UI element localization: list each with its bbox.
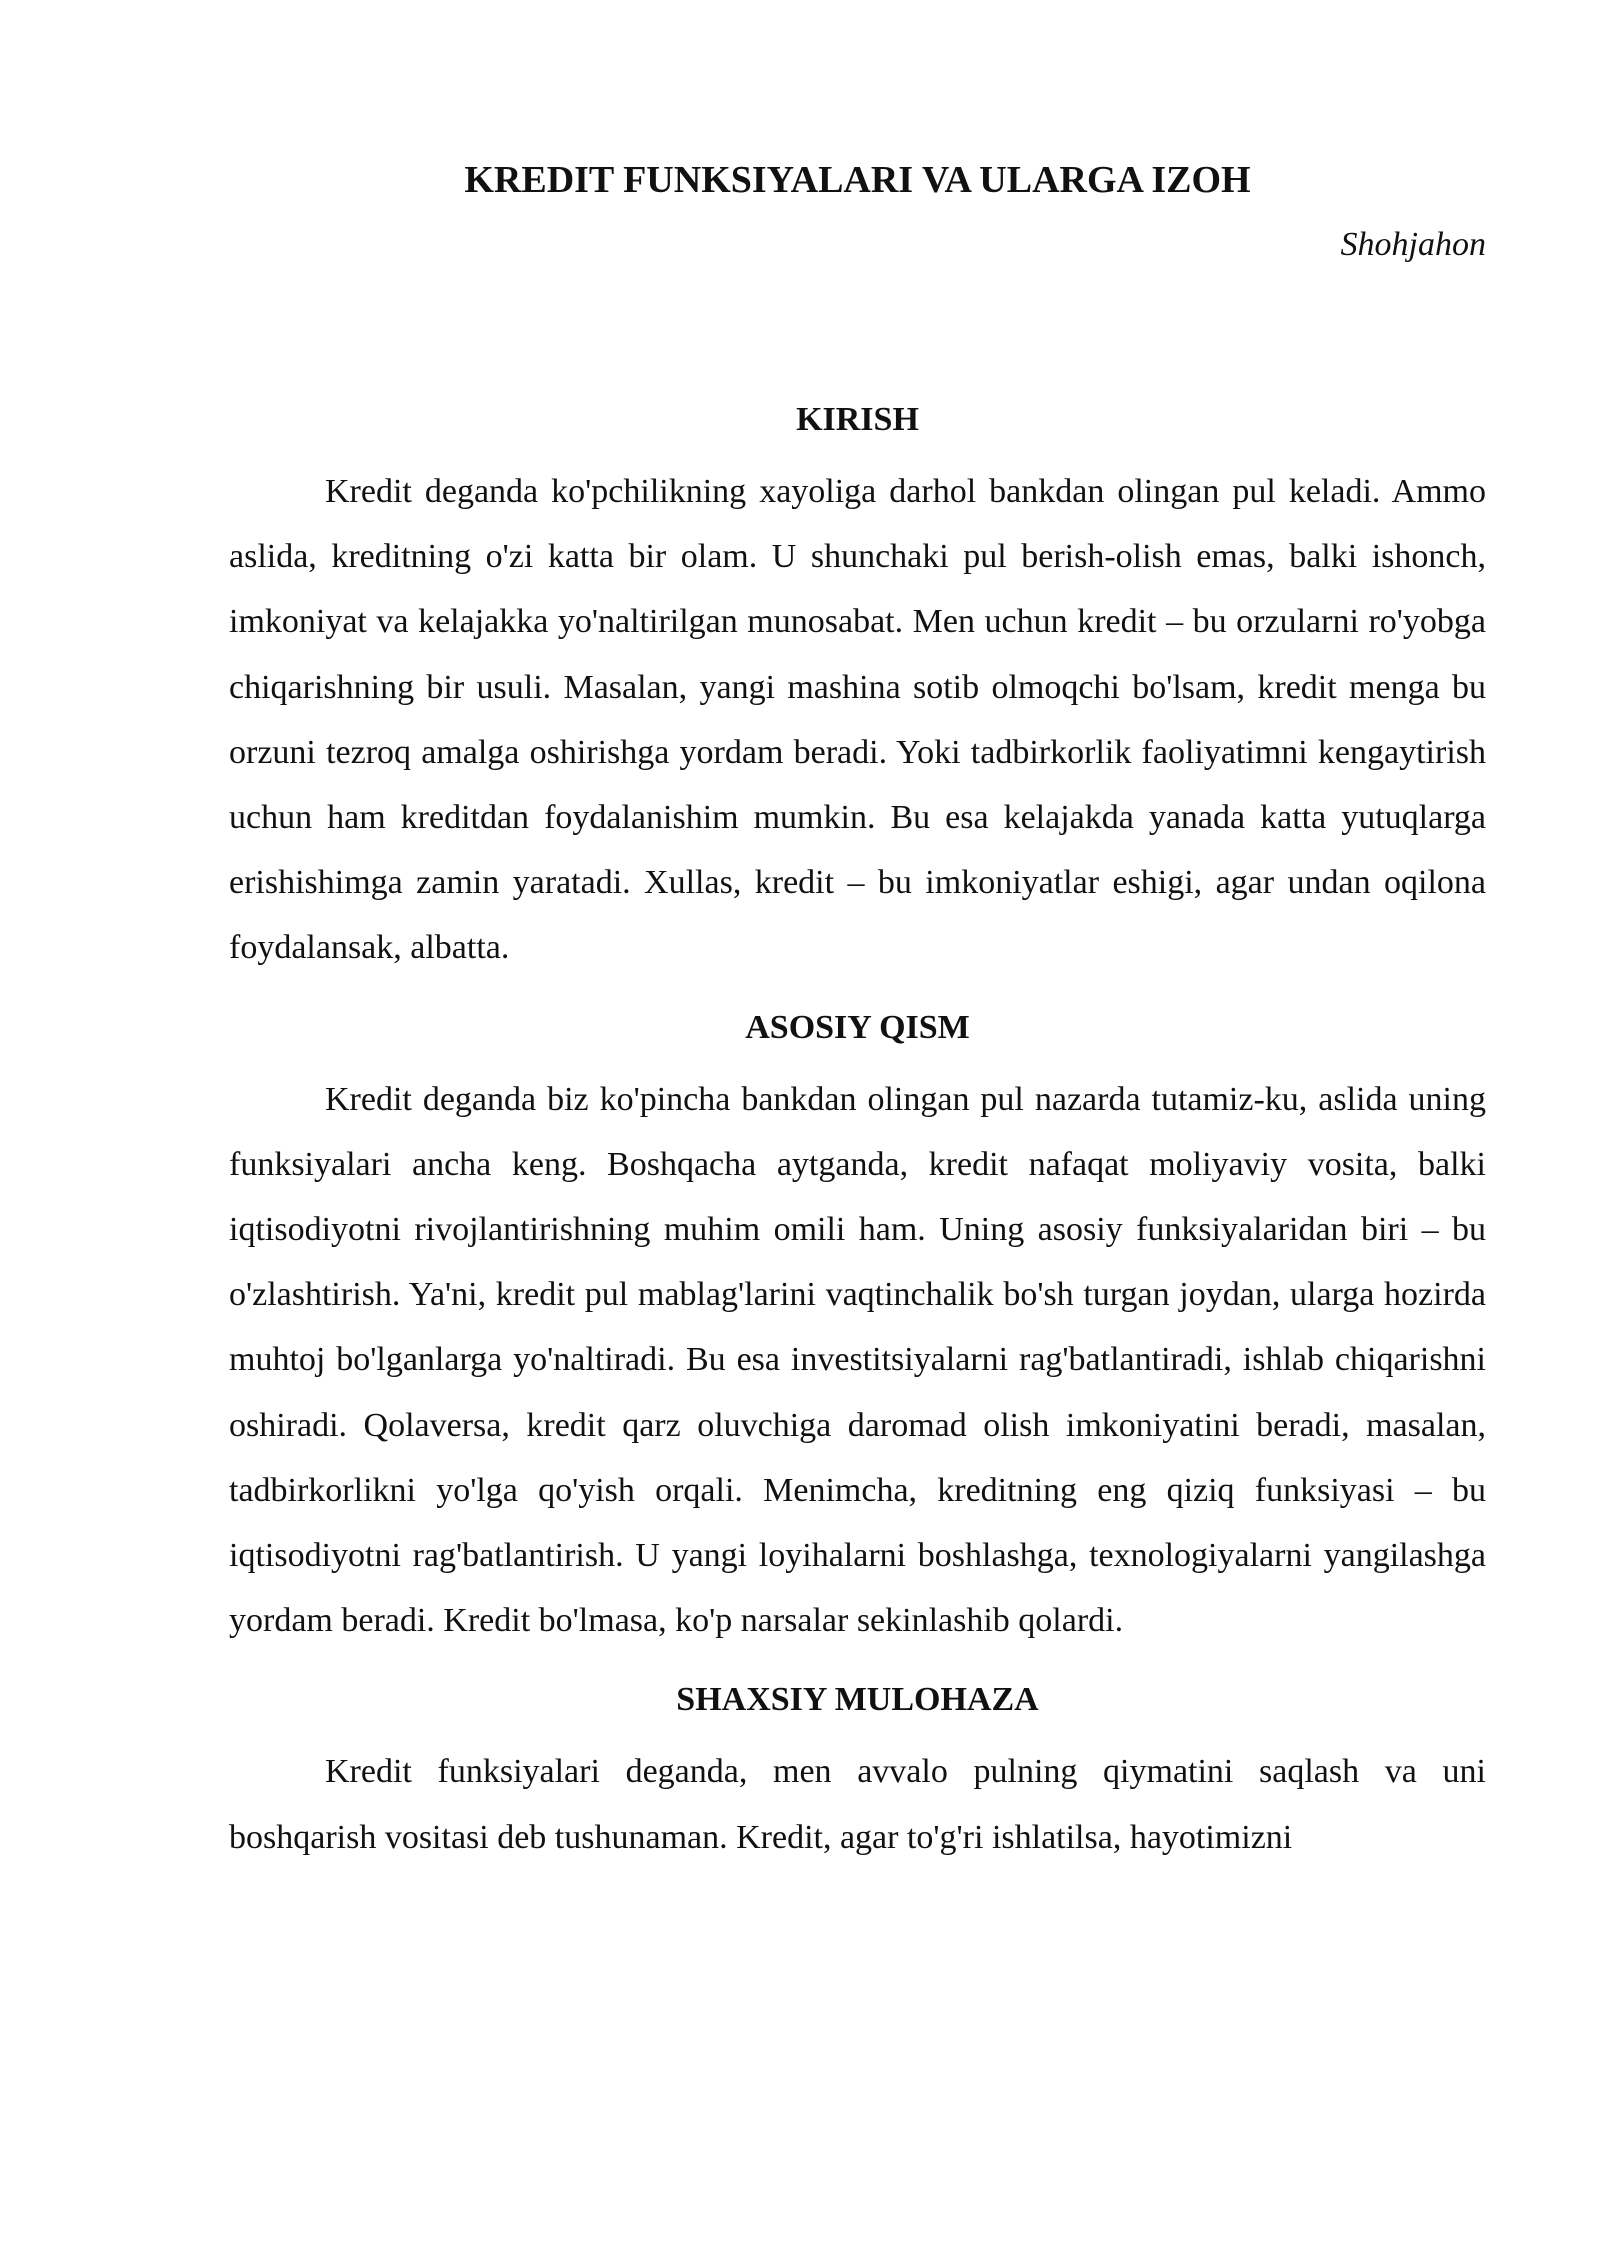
document-page [229,140,1486,1870]
spacer [229,981,1486,1003]
spacer [229,1725,1486,1739]
section-paragraph: Kredit deganda ko'pchilikning xayoliga darhol bankdan olingan pul keladi. Ammo aslida, kreditning o'zi katta bir olam. U shunchaki pul berish-olish emas, balki ishonch, imkoniyat va kelajakka yo'naltirilgan munosabat. Men uchun kredit – bu orzularni ro'yobga chiqarishning bir usuli. Masalan, yangi mashina sotib olmoqchi bo'lsam, kredit menga bu orzuni tezroq amalga oshirishga yordam beradi. Yoki tadbirkorlik faoliyatimni kengaytirish uchun ham kreditdan foydalanishim mumkin. Bu esa kelajakda yanada katta yutuqlarga erishishimga zamin yaratadi. Xullas, kredit – bu imkoniyatlar eshigi, agar undan oqilona foydalansak, albatta. [229,473,1486,967]
spacer [229,1653,1486,1675]
section-paragraph: Kredit deganda biz ko'pincha bankdan olingan pul nazarda tutamiz-ku, aslida uning funksiyalari ancha keng. Boshqacha aytganda, kredit nafaqat moliyaviy vosita, balki iqtisodiyotni rivojlantirishning muhim omili ham. Uning asosiy funksiyalaridan biri – bu o'zlashtirish. Ya'ni, kredit pul mablag'larini vaqtinchalik bo'sh turgan joydan, ularga hozirda muhtoj bo'lganlarga yo'naltiradi. Bu esa investitsiyalarni rag'batlantiradi, ishlab chiqarishni oshiradi. Qolaversa, kredit qarz oluvchiga daromad olish imkoniyatini beradi, masalan, tadbirkorlikni yo'lga qo'yish orqali. Menimcha, kreditning eng qiziq funksiyasi – bu iqtisodiyotni rag'batlantirish. U yangi loyihalarni boshlashga, texnologiyalarni yangilashga yordam beradi. Kredit bo'lmasa, ko'p narsalar sekinlashib qolardi. [229,1080,1486,1640]
author-name: Shohjahon [1340,226,1486,263]
section-paragraph: Kredit funksiyalari deganda, men avvalo pulning qiymatini saqlash va uni boshqarish vositasi deb tushunaman. Kredit, agar to'g'ri ishlatilsa, hayotimizni [229,1753,1486,1856]
document-title: KREDIT FUNKSIYALARI VA ULARGA IZOH [464,159,1251,201]
section-asosiy-qism [229,1003,1486,1654]
section-heading: KIRISH [796,401,919,438]
section-heading: ASOSIY QISM [745,1008,970,1046]
section-heading: SHAXSIY MULOHAZA [676,1681,1039,1719]
spacer [229,445,1486,459]
spacer [229,270,1486,395]
section-kirish [229,395,1486,981]
section-shaxsiy-mulohaza [229,1675,1486,1869]
spacer [229,1053,1486,1067]
